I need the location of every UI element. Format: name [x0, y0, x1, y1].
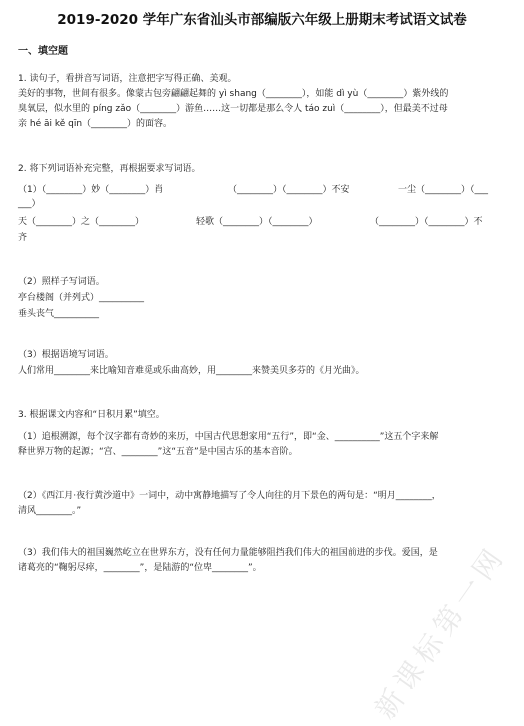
- q2-p1-row1-d: ___）: [18, 199, 41, 209]
- q3-p1-line-1: （1）追根溯源，每个汉字都有奇妙的来历，中国古代思想家用“五行”，即“金、__________”这五个字来解: [18, 432, 439, 442]
- q2-p1-row1-c: 一尘（________）（___: [398, 185, 489, 195]
- q3-p2-line-1: （2）《西江月·夜行黄沙道中》一词中，动中寓静地描写了令人向往的月下景色的两句是：“明月________，: [18, 491, 441, 501]
- q2-p3-line-1: 人们常用________来比喻知音难觅或乐曲高妙，用________来赞美贝多芬的《月光曲》。: [18, 366, 365, 376]
- exam-title: 2019-2020 学年广东省汕头市部编版六年级上册期末考试语文试卷: [57, 12, 467, 28]
- q2-p2-line-2: 垂头丧气__________: [18, 309, 100, 319]
- q1-line-1: 美好的事物，世间有很多。像蒙古包旁翩翩起舞的 yì shang（________），如能 dì yù（________）紫外线的: [18, 89, 449, 99]
- q2-heading: 2. 将下列词语补充完整，再根据要求写词语。: [18, 164, 201, 174]
- q2-p2-line-1: 亭台楼阁（并列式）__________: [18, 293, 145, 303]
- q2-p1-row1-a: （1）（________）妙（________）肖: [18, 185, 164, 195]
- q2-p1-row2-c: （________）（________）不: [370, 217, 483, 227]
- section-heading: 一、填空题: [18, 46, 68, 57]
- q1-heading: 1. 读句子，看拼音写词语，注意把字写得正确、美观。: [18, 74, 237, 84]
- q1-line-2: 臭氧层，似水里的 píng zǎo（________）游鱼……这一切都是那么令人 táo zuì（________），但最美不过母: [18, 104, 448, 114]
- q2-p1-row2-d: 齐: [18, 233, 28, 243]
- q2-p2-label: （2）照样子写词语。: [18, 277, 105, 287]
- watermark: 新课标第一网: [368, 538, 513, 725]
- q3-p1-line-2: 释世界万物的起源；“宫、________”这“五音”是中国古乐的基本音阶。: [18, 447, 298, 457]
- q3-p3-line-2: 诸葛亮的“鞠躬尽瘁，________”，是陆游的“位卑________”。: [18, 563, 262, 573]
- q3-heading: 3. 根据课文内容和“日积月累”填空。: [18, 410, 165, 420]
- q2-p1-row1-b: （________）（________）不安: [228, 185, 350, 195]
- q1-line-3: 亲 hé āi kě qīn（________）的面容。: [18, 119, 173, 129]
- q2-p1-row2-b: 轻歌（________）（________）: [196, 217, 318, 227]
- q3-p2-line-2: 清风________。”: [18, 506, 82, 516]
- q3-p3-line-1: （3）我们伟大的祖国巍然屹立在世界东方，没有任何力量能够阻挡我们伟大的祖国前进的步伐。爱国，是: [18, 548, 438, 558]
- q2-p1-row2-a: 天（________）之（________）: [18, 217, 145, 227]
- q2-p3-label: （3）根据语境写词语。: [18, 350, 114, 360]
